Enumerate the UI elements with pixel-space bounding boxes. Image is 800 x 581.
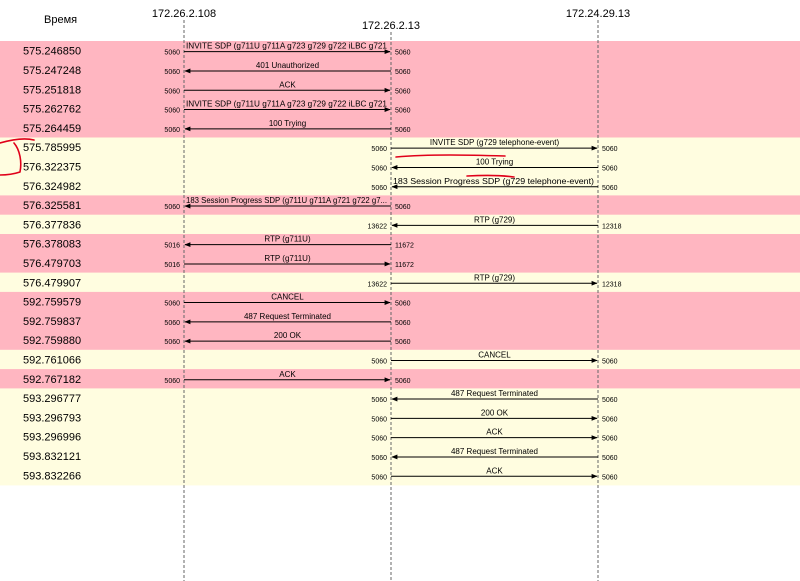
port-left: 5060 [371, 146, 387, 154]
port-right: 5060 [602, 416, 618, 424]
port-right: 5060 [395, 377, 411, 385]
port-right: 5060 [395, 319, 411, 327]
port-right: 5060 [602, 435, 618, 443]
row-timestamp: 576.324982 [23, 180, 82, 193]
port-left: 5060 [371, 165, 387, 173]
row-timestamp: 576.325581 [23, 200, 82, 213]
message-label: RTP (g711U) [264, 234, 311, 244]
port-left: 5060 [164, 204, 180, 212]
row-background [0, 408, 800, 428]
message-label: ACK [486, 466, 503, 476]
row-timestamp: 592.767182 [23, 373, 82, 386]
port-left: 5060 [371, 474, 387, 482]
row-timestamp: 592.759880 [23, 335, 82, 348]
host-header-172-26-2-13: 172.26.2.13 [361, 20, 421, 32]
message-label: CANCEL [478, 350, 511, 360]
row-timestamp: 575.262762 [23, 103, 82, 116]
row-background [0, 350, 800, 370]
row-background [0, 215, 800, 235]
port-left: 5060 [164, 107, 180, 115]
row-timestamp: 576.378083 [23, 238, 82, 251]
row-timestamp: 593.296777 [23, 393, 82, 406]
port-left: 13622 [367, 223, 387, 231]
message-label: 183 Session Progress SDP (g729 telephone-event) [393, 176, 595, 186]
port-right: 12318 [602, 223, 622, 231]
message-label: INVITE SDP (g711U g711A g723 g729 g722 iLBC g721 [186, 41, 388, 51]
message-label: RTP (g729) [473, 215, 516, 225]
message-label: ACK [279, 80, 296, 90]
row-timestamp: 592.759837 [23, 315, 82, 328]
port-right: 5060 [602, 146, 618, 154]
port-right: 5060 [395, 300, 411, 308]
row-timestamp: 592.761066 [23, 354, 82, 367]
port-right: 5060 [395, 107, 411, 115]
port-left: 5060 [164, 319, 180, 327]
port-right: 5060 [395, 68, 411, 76]
message-label: RTP (g729) [473, 273, 516, 283]
message-label: RTP (g711U) [264, 253, 311, 263]
message-label: ACK [486, 427, 503, 437]
port-left: 5060 [164, 300, 180, 308]
port-left: 5060 [371, 397, 387, 405]
port-left: 5060 [371, 184, 387, 192]
row-timestamp: 576.322375 [23, 161, 82, 174]
port-left: 5060 [371, 454, 387, 462]
port-left: 5016 [164, 261, 180, 269]
port-right: 5060 [602, 474, 618, 482]
row-background [0, 427, 800, 447]
message-label: ACK [279, 369, 296, 379]
port-right: 5060 [602, 397, 618, 405]
port-left: 5060 [164, 377, 180, 385]
message-label: 100 Trying [475, 157, 514, 167]
row-timestamp: 593.296996 [23, 431, 82, 444]
message-label: 183 Session Progress SDP (g711U g711A g721 g722 g7... [186, 196, 387, 206]
port-left: 5060 [371, 435, 387, 443]
host-header-172-24-29-13: 172.24.29.13 [565, 8, 631, 20]
port-right: 5060 [602, 184, 618, 192]
message-label: 200 OK [480, 408, 509, 418]
port-right: 5060 [602, 358, 618, 366]
port-right: 5060 [602, 165, 618, 173]
message-label: 487 Request Terminated [450, 389, 539, 399]
port-right: 5060 [395, 88, 411, 96]
port-right: 5060 [395, 49, 411, 57]
row-background [0, 273, 800, 293]
row-timestamp: 575.785995 [23, 142, 82, 155]
row-background [0, 446, 800, 466]
message-label: 487 Request Terminated [243, 311, 332, 321]
row-background [0, 388, 800, 408]
row-background [0, 466, 800, 486]
row-background [0, 157, 800, 177]
row-timestamp: 592.759579 [23, 296, 82, 309]
row-timestamp: 593.296793 [23, 412, 82, 425]
row-timestamp: 575.251818 [23, 84, 82, 97]
row-timestamp: 593.832121 [23, 450, 82, 463]
port-left: 5060 [371, 358, 387, 366]
port-left: 5060 [164, 88, 180, 96]
port-left: 5060 [164, 49, 180, 57]
row-timestamp: 575.246850 [23, 45, 82, 58]
port-left: 5060 [164, 339, 180, 347]
port-left: 13622 [367, 281, 387, 289]
port-left: 5016 [164, 242, 180, 250]
row-timestamp: 576.479907 [23, 277, 82, 290]
row-timestamp: 576.377836 [23, 219, 82, 232]
port-right: 12318 [602, 281, 622, 289]
message-label: 100 Trying [268, 118, 307, 128]
message-label: INVITE SDP (g729 telephone-event) [429, 138, 560, 148]
host-header-172-26-2-108: 172.26.2.108 [151, 8, 217, 20]
port-left: 5060 [164, 68, 180, 76]
message-label: 487 Request Terminated [450, 446, 539, 456]
port-left: 5060 [371, 416, 387, 424]
port-right: 11672 [395, 242, 414, 250]
port-right: 5060 [395, 204, 411, 212]
message-label: CANCEL [271, 292, 304, 302]
port-left: 5060 [164, 126, 180, 134]
row-background [0, 138, 800, 158]
port-right: 5060 [395, 126, 411, 134]
port-right: 11672 [395, 261, 414, 269]
port-right: 5060 [602, 454, 618, 462]
row-timestamp: 576.479703 [23, 257, 82, 270]
message-label: 401 Unauthorized [255, 60, 320, 70]
message-label: 200 OK [273, 331, 302, 341]
row-timestamp: 575.264459 [23, 122, 82, 135]
time-column-header: Время [44, 14, 78, 26]
row-timestamp: 575.247248 [23, 64, 82, 77]
message-label: INVITE SDP (g711U g711A g723 g729 g722 iLBC g721 [186, 99, 388, 109]
port-right: 5060 [395, 339, 411, 347]
row-timestamp: 593.832266 [23, 470, 82, 483]
